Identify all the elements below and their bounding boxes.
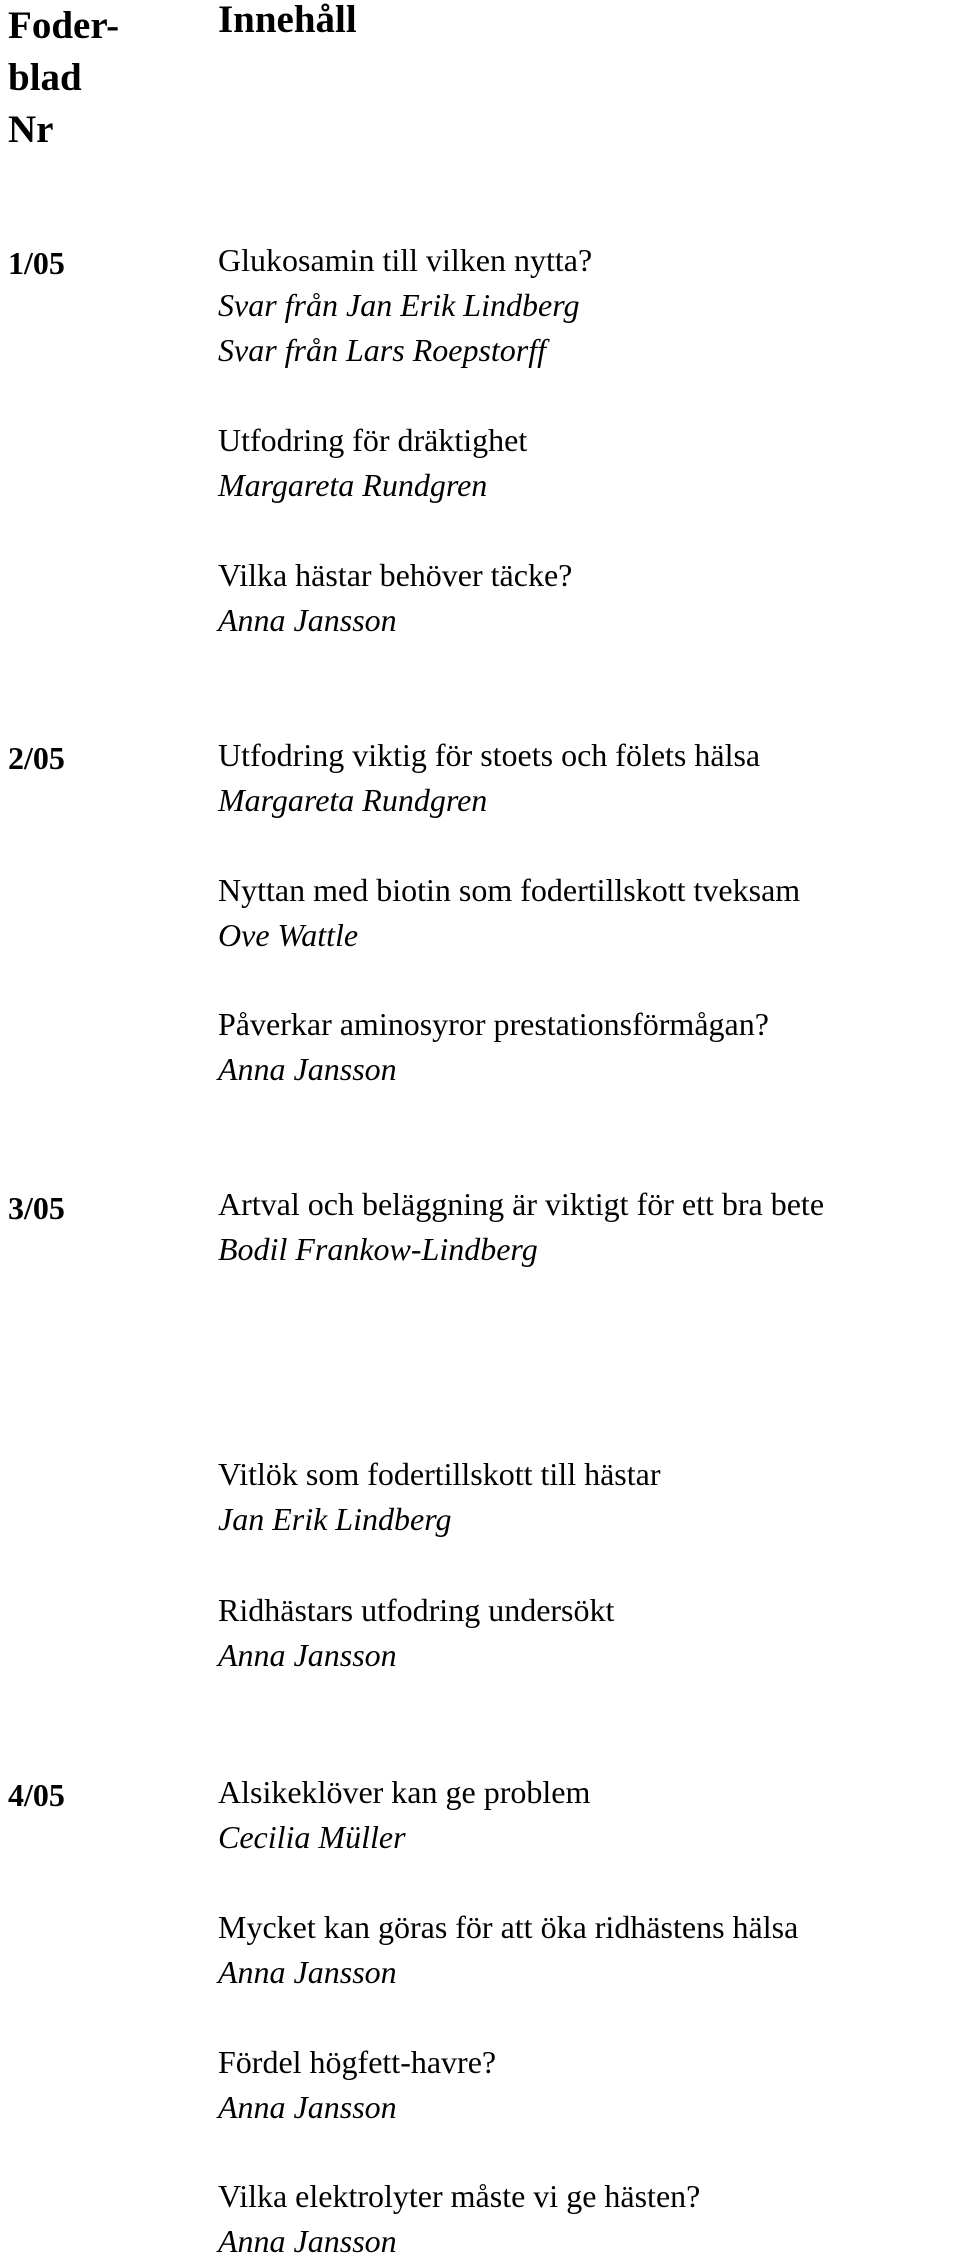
column-header-nr: Foder- blad Nr bbox=[8, 4, 120, 151]
article-title: Vilka elektrolyter måste vi ge hästen? bbox=[218, 2178, 701, 2214]
article-author: Margareta Rundgren bbox=[218, 467, 488, 503]
article-author: Cecilia Müller bbox=[218, 1819, 406, 1855]
article-author: Anna Jansson bbox=[218, 2223, 397, 2259]
article-author: Ove Wattle bbox=[218, 917, 359, 953]
article-title: Utfodring viktig för stoets och fölets hälsa bbox=[218, 737, 761, 773]
article-entry bbox=[218, 238, 592, 373]
article-author: Anna Jansson bbox=[218, 602, 397, 638]
column-header-content: Innehåll bbox=[218, 0, 357, 41]
article-author: Anna Jansson bbox=[218, 1051, 397, 1087]
article-entry bbox=[218, 868, 800, 958]
issue-number: 4/05 bbox=[8, 1777, 65, 1813]
article-entry bbox=[218, 1588, 614, 1678]
article-author: Anna Jansson bbox=[218, 1954, 397, 1990]
article-title: Alsikeklöver kan ge problem bbox=[218, 1774, 591, 1810]
article-author: Bodil Frankow-Lindberg bbox=[218, 1231, 538, 1267]
article-title: Mycket kan göras för att öka ridhästens hälsa bbox=[218, 1909, 799, 1945]
article-author: Margareta Rundgren bbox=[218, 782, 488, 818]
article-author: Anna Jansson bbox=[218, 2089, 397, 2125]
issue-number: 1/05 bbox=[8, 245, 65, 281]
article-title: Nyttan med biotin som fodertillskott tveksam bbox=[218, 872, 801, 908]
article-author: Svar från Jan Erik Lindberg bbox=[218, 287, 580, 323]
article-entry bbox=[218, 1770, 590, 1860]
article-title: Vilka hästar behöver täcke? bbox=[218, 557, 573, 593]
article-entry bbox=[218, 553, 572, 643]
article-entry bbox=[218, 1452, 660, 1542]
article-entry bbox=[218, 1002, 769, 1092]
article-entry bbox=[218, 2040, 496, 2130]
article-title: Fördel högfett-havre? bbox=[218, 2044, 497, 2080]
article-author: Jan Erik Lindberg bbox=[218, 1501, 452, 1537]
article-entry bbox=[218, 1905, 798, 1995]
article-title: Vitlök som fodertillskott till hästar bbox=[218, 1456, 661, 1492]
article-entry bbox=[218, 2174, 700, 2264]
article-title: Ridhästars utfodring undersökt bbox=[218, 1592, 615, 1628]
article-title: Artval och beläggning är viktigt för ett bra bete bbox=[218, 1186, 825, 1222]
article-entry bbox=[218, 418, 527, 508]
article-title: Utfodring för dräktighet bbox=[218, 422, 528, 458]
article-title: Påverkar aminosyror prestationsförmågan? bbox=[218, 1006, 769, 1042]
article-author: Anna Jansson bbox=[218, 1637, 397, 1673]
article-title: Glukosamin till vilken nytta? bbox=[218, 242, 593, 278]
issue-number: 2/05 bbox=[8, 740, 65, 776]
issue-number: 3/05 bbox=[8, 1190, 65, 1226]
article-entry bbox=[218, 1182, 824, 1272]
article-author: Svar från Lars Roepstorff bbox=[218, 332, 547, 368]
article-entry bbox=[218, 733, 760, 823]
